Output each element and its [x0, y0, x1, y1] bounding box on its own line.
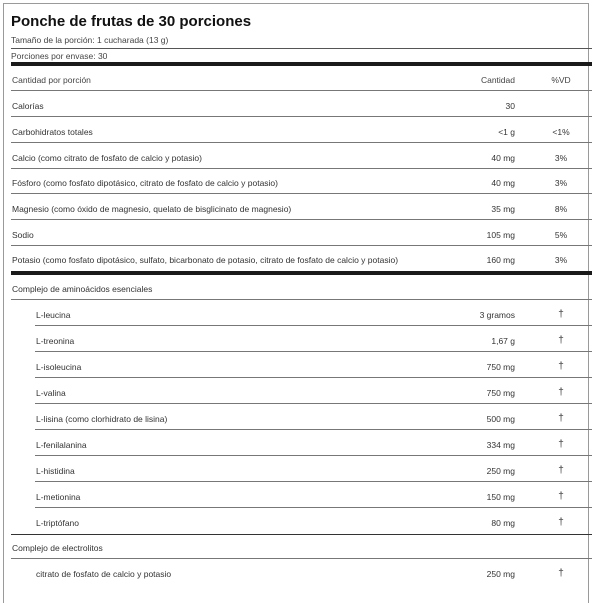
dagger-marker: †	[558, 491, 564, 502]
amino-label: L-fenilalanina	[36, 440, 87, 450]
nutrient-row-calcium	[11, 144, 592, 169]
amino-amount: 80 mg	[491, 518, 515, 528]
electrolyte-label: citrato de fosfato de calcio y potasio	[36, 569, 172, 579]
row-divider	[35, 377, 592, 378]
amino-row-phenylalanine	[11, 431, 592, 456]
row-divider	[11, 219, 592, 220]
column-header-row	[11, 66, 592, 91]
amino-row-lysine	[11, 405, 592, 430]
row-divider	[11, 90, 592, 91]
servings-per-container: Porciones por envase: 30	[11, 51, 108, 61]
dagger-marker: †	[558, 309, 564, 320]
nutrient-label: Potasio (como fosfato dipotásico, sulfato, bicarbonato de potasio, citrato de fosfato de calcio y potasio)	[12, 255, 399, 265]
row-divider	[11, 193, 592, 194]
dagger-marker: †	[558, 568, 564, 579]
amino-label: L-valina	[36, 388, 66, 398]
dagger-marker: †	[558, 439, 564, 450]
amino-amount: 750 mg	[486, 388, 515, 398]
amino-label: L-histidina	[36, 466, 75, 476]
row-divider	[35, 351, 592, 352]
amino-label: L-treonina	[36, 336, 75, 346]
row-divider	[11, 142, 592, 143]
nutrient-label: Calorías	[12, 101, 44, 111]
nutrient-row-carbs	[11, 118, 592, 143]
amino-row-isoleucine	[11, 353, 592, 378]
nutrient-row-magnesium	[11, 195, 592, 220]
row-divider	[11, 299, 592, 300]
nutrient-label: Calcio (como citrato de fosfato de calcio y potasio)	[12, 153, 202, 163]
nutrient-amount: 35 mg	[491, 204, 515, 214]
row-divider	[35, 455, 592, 456]
row-divider	[35, 481, 592, 482]
header-amount: Cantidad	[480, 75, 515, 85]
dagger-marker: †	[558, 387, 564, 398]
nutrient-label: Carbohidratos totales	[12, 127, 93, 137]
amino-amount: 750 mg	[486, 362, 515, 372]
amino-amount: 250 mg	[486, 466, 515, 476]
nutrient-dv: 8%	[554, 204, 568, 214]
amino-amount: 150 mg	[486, 492, 515, 502]
section-title: Complejo de aminoácidos esenciales	[12, 284, 153, 294]
nutrient-amount: 40 mg	[491, 178, 515, 188]
section-title: Complejo de electrolitos	[12, 543, 103, 553]
nutrient-amount: 30	[505, 101, 515, 111]
dagger-marker: †	[558, 413, 564, 424]
divider	[11, 48, 592, 49]
section-header-amino	[11, 275, 592, 300]
amino-amount: 3 gramos	[479, 310, 515, 320]
amino-row-methionine	[11, 483, 592, 508]
row-divider	[11, 116, 592, 117]
header-dv: %VD	[551, 75, 571, 85]
nutrient-dv: 3%	[554, 178, 568, 188]
row-divider	[35, 507, 592, 508]
nutrient-dv: 5%	[554, 230, 568, 240]
section-header-electrolytes	[11, 534, 592, 559]
row-divider	[11, 558, 592, 559]
amino-row-threonine	[11, 327, 592, 352]
amino-amount: 500 mg	[486, 414, 515, 424]
electrolyte-amount: 250 mg	[486, 569, 515, 579]
nutrient-label: Fósforo (como fosfato dipotásico, citrato de fosfato de calcio y potasio)	[12, 178, 278, 188]
amino-label: L-isoleucina	[36, 362, 82, 372]
amino-row-valine	[11, 379, 592, 404]
amino-label: L-triptófano	[36, 518, 79, 528]
serving-size: Tamaño de la porción: 1 cucharada (13 g)	[11, 35, 169, 45]
nutrient-label: Sodio	[12, 230, 34, 240]
dagger-marker: †	[558, 465, 564, 476]
nutrient-amount: 40 mg	[491, 153, 515, 163]
nutrient-amount: 105 mg	[486, 230, 515, 240]
nutrient-amount: 160 mg	[486, 255, 515, 265]
nutrient-row-sodium	[11, 221, 592, 246]
nutrient-dv: 3%	[554, 255, 568, 265]
product-title: Ponche de frutas de 30 porciones	[11, 13, 252, 30]
amino-amount: 334 mg	[486, 440, 515, 450]
dagger-marker: †	[558, 517, 564, 528]
amino-label: L-leucina	[36, 310, 71, 320]
nutrient-amount: <1 g	[498, 127, 515, 137]
nutrient-row-calories	[11, 92, 592, 117]
amino-label: L-lisina (como clorhidrato de lisina)	[36, 414, 168, 424]
dagger-marker: †	[558, 361, 564, 372]
nutrient-dv: 3%	[554, 153, 568, 163]
amino-amount: 1,67 g	[491, 336, 515, 346]
amino-row-histidine	[11, 457, 592, 482]
nutrient-row-phosphorus	[11, 169, 592, 194]
dagger-marker: †	[558, 335, 564, 346]
row-divider	[35, 325, 592, 326]
nutrient-dv: <1%	[552, 127, 570, 137]
nutrient-label: Magnesio (como óxido de magnesio, quelato de bisglicinato de magnesio)	[12, 204, 292, 214]
row-divider	[35, 403, 592, 404]
amino-row-tryptophan	[11, 509, 592, 534]
amino-row-leucine	[11, 301, 592, 326]
nutrient-row-potassium	[11, 246, 592, 271]
amino-label: L-metionina	[36, 492, 81, 502]
row-divider	[35, 429, 592, 430]
electrolyte-row	[11, 560, 592, 585]
header-label: Cantidad por porción	[12, 75, 91, 85]
nutrition-facts-panel	[3, 3, 589, 603]
